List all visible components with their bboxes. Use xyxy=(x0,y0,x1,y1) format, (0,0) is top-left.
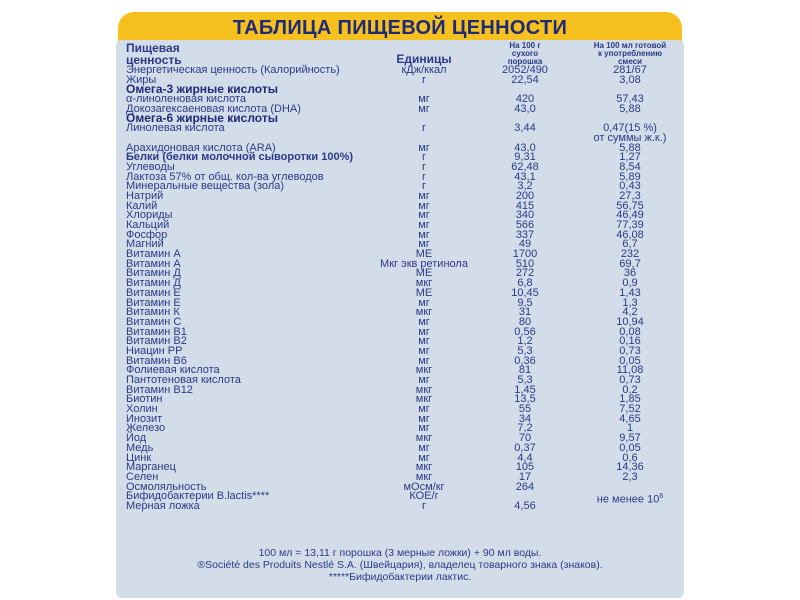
value-per-100g: 5,3 xyxy=(517,344,533,357)
table-row xyxy=(126,434,674,444)
header-dry-line: На 100 г xyxy=(509,41,541,50)
nutrient-name: Селен xyxy=(126,470,159,483)
nutrient-unit: МЕ xyxy=(415,248,433,261)
value-per-100g: 43,0 xyxy=(514,102,536,115)
nutrient-unit: мкг xyxy=(415,393,433,406)
value-per-100g: 55 xyxy=(518,403,532,416)
value-per-100g: 5,3 xyxy=(517,374,533,387)
value-per-100ml-text: 56,75 xyxy=(616,199,644,212)
nutrient-unit: мг xyxy=(418,93,430,106)
value-per-100ml-text: 0,16 xyxy=(619,335,641,348)
header-units: Единицы xyxy=(396,52,452,66)
nutrient-name: Медь xyxy=(126,441,154,454)
value-per-100ml-text: 4,65 xyxy=(619,412,641,425)
nutrient-unit: КОЕ/г xyxy=(409,490,439,503)
nutrition-table xyxy=(126,66,674,512)
nutrient-unit: мг xyxy=(418,335,430,348)
value-per-100ml-text: 36 xyxy=(623,267,637,280)
value-per-100ml-text: 1 xyxy=(626,422,634,435)
value-per-100g: 3,44 xyxy=(514,122,536,135)
value-per-100g: 81 xyxy=(518,364,532,377)
value-per-100ml-text: 0,47(15 %) xyxy=(603,122,657,135)
value-per-100ml-text: 0,08 xyxy=(619,325,641,338)
value-per-100ml-text: 0,6 xyxy=(622,451,638,464)
value-per-100ml-text: 2,3 xyxy=(622,470,638,483)
nutrient-name: Бифидобактерии B.lactis**** xyxy=(126,490,270,503)
value-per-100ml-note: от суммы ж.к.) xyxy=(593,131,667,144)
nutrient-name: Витамин В2 xyxy=(126,335,187,348)
nutrient-unit: мг xyxy=(418,354,430,367)
value-per-100ml-text: 27,3 xyxy=(619,189,641,202)
value-per-100g: 1700 xyxy=(512,248,538,261)
nutrient-unit: мг xyxy=(418,102,430,115)
nutrient-name: Марганец xyxy=(126,461,176,474)
table-row xyxy=(126,286,674,299)
value-per-100ml xyxy=(584,73,676,86)
table-row xyxy=(126,424,674,434)
header-nutrient-line: ценность xyxy=(126,53,182,67)
nutrient-name: Ниацин РР xyxy=(126,344,183,357)
table-row xyxy=(126,240,674,250)
value-per-100ml-text: 46,49 xyxy=(616,209,644,222)
table-row xyxy=(126,337,674,347)
header-dry xyxy=(492,42,558,66)
table-row xyxy=(126,376,674,386)
header-ready-line: к употреблению xyxy=(597,49,663,58)
value-per-100g: 566 xyxy=(515,219,535,232)
nutrient-unit: мг xyxy=(418,141,430,154)
value-per-100g: 337 xyxy=(515,228,535,241)
nutrient-unit: мг xyxy=(418,228,430,241)
value-per-100g: 22,54 xyxy=(511,73,539,86)
nutrient-unit: г xyxy=(421,499,426,512)
nutrient-unit: мкг xyxy=(415,364,433,377)
nutrient-unit: мг xyxy=(418,412,430,425)
value-per-100g: 13,5 xyxy=(514,393,536,406)
value-per-100g: 420 xyxy=(515,93,535,106)
nutrient-unit: г xyxy=(421,160,426,173)
nutrient-unit: мОсм/кг xyxy=(403,480,445,493)
nutrient-name: Осмоляльность xyxy=(126,480,207,493)
nutrient-name: Белки (белки молочной сыворотки 100%) xyxy=(126,151,354,164)
value-per-100g: 9,5 xyxy=(517,296,533,309)
nutrient-name: Витамин Д xyxy=(126,277,181,290)
value-per-100g: 43,1 xyxy=(514,170,536,183)
nutrient-name: Витамин Д xyxy=(126,267,181,280)
nutrient-name: Мерная ложка xyxy=(126,499,200,512)
value-per-100g: 80 xyxy=(518,315,532,328)
value-per-100g: 2052/490 xyxy=(502,64,548,76)
nutrient-unit: кДж/ккал xyxy=(401,64,447,76)
header-nutrient xyxy=(126,42,182,66)
nutrient-unit: мг xyxy=(418,422,430,435)
value-per-100g: 105 xyxy=(515,461,535,474)
value-per-100ml xyxy=(584,102,676,115)
table-row xyxy=(126,124,674,143)
value-per-100ml-text: 9,57 xyxy=(619,432,641,445)
nutrient-name: Пантотеновая кислота xyxy=(126,374,241,387)
table-row xyxy=(126,228,674,241)
table-row xyxy=(126,211,674,221)
table-row xyxy=(126,257,674,270)
value-per-100g: 31 xyxy=(518,306,532,319)
table-row xyxy=(126,441,674,454)
nutrient-name: Витамин Е xyxy=(126,296,181,309)
value-per-100ml xyxy=(584,470,676,483)
table-row xyxy=(126,405,674,415)
value-per-100g: 1,45 xyxy=(514,383,536,396)
value-per-100ml-text: не менее 10 xyxy=(596,493,660,506)
nutrient-unit: г xyxy=(421,151,426,164)
nutrient-name: Омега-3 жирные кислоты xyxy=(126,82,278,97)
nutrient-unit: Мкг экв ретинола xyxy=(380,257,468,270)
value-per-100g: 34 xyxy=(518,412,532,425)
nutrient-name: Лактоза 57% от общ. кол-ва углеводов xyxy=(126,170,324,183)
nutrient-unit: мкг xyxy=(415,432,433,445)
table-row xyxy=(126,221,674,231)
footer-trademark: ®Société des Produits Nestlé S.A. (Швейцария), владелец товарного знака (знаков). xyxy=(197,559,603,571)
value-per-100g: 43,0 xyxy=(514,141,536,154)
header-ready-line: На 100 мл готовой xyxy=(593,41,667,50)
page-title: ТАБЛИЦА ПИЩЕВОЙ ЦЕННОСТИ xyxy=(232,17,568,39)
nutrient-name: Докозагексаеновая кислота (DHA) xyxy=(126,102,301,115)
nutrient-unit: мг xyxy=(418,199,430,212)
header-dry-line: порошка xyxy=(507,57,543,66)
nutrient-unit: МЕ xyxy=(415,267,433,280)
table-row xyxy=(126,451,674,464)
value-per-100ml-text: 14,36 xyxy=(616,461,644,474)
nutrient-name: Железо xyxy=(126,422,166,435)
header-ready xyxy=(584,42,676,66)
nutrient-unit: мкг xyxy=(415,470,433,483)
value-per-100g: 17 xyxy=(518,470,532,483)
footer-note: *****Бифидобактерии лактис. xyxy=(328,571,472,583)
table-row xyxy=(126,308,674,318)
value-per-100ml-text: 0,2 xyxy=(622,383,638,396)
nutrient-name: Холин xyxy=(126,403,158,416)
nutrient-name: Хлориды xyxy=(126,209,173,222)
value-per-100ml-text: 1,43 xyxy=(619,286,641,299)
value-per-100ml-text: 69,7 xyxy=(619,257,641,270)
table-row xyxy=(126,182,674,192)
table-row xyxy=(126,315,674,328)
value-per-100ml-text: 0,73 xyxy=(619,374,641,387)
nutrient-name: Витамин Е xyxy=(126,286,181,299)
value-per-100ml-text: 0,73 xyxy=(619,344,641,357)
value-per-100ml-text: 7,52 xyxy=(619,403,641,416)
value-per-100g: 415 xyxy=(515,199,535,212)
nutrient-unit: мг xyxy=(418,325,430,338)
value-per-100g: 62,48 xyxy=(511,160,539,173)
nutrient-name: Витамин В1 xyxy=(126,325,187,338)
nutrient-name: Жиры xyxy=(126,73,157,86)
value-per-100ml-text: 10,94 xyxy=(616,315,644,328)
table-row xyxy=(126,153,674,163)
nutrient-unit: мг xyxy=(418,315,430,328)
value-per-100g: 272 xyxy=(515,267,535,280)
value-per-100g: 6,8 xyxy=(517,277,533,290)
value-per-100ml-text: 3,08 xyxy=(619,73,641,86)
nutrient-name: Натрий xyxy=(126,189,164,202)
table-row xyxy=(126,325,674,338)
value-per-100ml-text: 6,7 xyxy=(622,238,638,251)
nutrient-name: Витамин В6 xyxy=(126,354,187,367)
nutrient-unit: г xyxy=(421,170,426,183)
nutrient-name: Магний xyxy=(126,238,164,251)
table-row xyxy=(126,470,674,483)
header-nutrient-line: Пищевая xyxy=(126,41,180,55)
nutrient-name: Инозит xyxy=(126,412,163,425)
value-per-100ml-text: 46,08 xyxy=(616,228,644,241)
table-row xyxy=(126,296,674,309)
nutrient-name: Цинк xyxy=(126,451,152,464)
table-row xyxy=(126,383,674,396)
value-per-100ml-text: 0,05 xyxy=(619,354,641,367)
nutrient-unit: мг xyxy=(418,441,430,454)
value-per-100ml-text: 11,08 xyxy=(616,364,644,377)
value-per-100g: 3,2 xyxy=(517,180,533,193)
value-per-100g: 49 xyxy=(518,238,532,251)
nutrient-name: Линолевая кислота xyxy=(126,122,225,135)
nutrient-name: Арахидоновая кислота (ARA) xyxy=(126,141,276,154)
value-per-100ml-text: 1,3 xyxy=(622,296,638,309)
nutrient-unit: мг xyxy=(418,296,430,309)
nutrient-unit: мкг xyxy=(415,277,433,290)
nutrient-unit: мг xyxy=(418,374,430,387)
table-row xyxy=(126,189,674,202)
value-per-100g: 1,2 xyxy=(517,335,533,348)
value-per-100g: 0,56 xyxy=(514,325,536,338)
nutrient-unit: мг xyxy=(418,209,430,222)
nutrient-unit: мг xyxy=(418,344,430,357)
nutrient-name: Витамин С xyxy=(126,315,182,328)
nutrient-unit: г xyxy=(421,122,426,135)
value-per-100ml-text: 1,27 xyxy=(619,151,641,164)
table-row xyxy=(126,395,674,405)
header-ready-line: смеси xyxy=(617,57,643,66)
nutrient-name: Витамин К xyxy=(126,306,180,319)
value-per-100ml-text: 4,2 xyxy=(622,306,638,319)
value-per-100ml-text: 5,89 xyxy=(619,170,641,183)
value-per-100ml-text: 0,9 xyxy=(622,277,638,290)
value-per-100g: 264 xyxy=(515,480,535,493)
value-per-100ml-text: 232 xyxy=(620,248,640,261)
value-per-100g: 510 xyxy=(515,257,535,270)
nutrient-unit: МЕ xyxy=(415,286,433,299)
nutrient-unit: мг xyxy=(418,403,430,416)
table-row xyxy=(126,344,674,357)
value-exponent: 6 xyxy=(659,493,664,501)
footer-preparation: 100 мл = 13,11 г порошка (3 мерные ложки) + 90 мл воды. xyxy=(258,547,542,559)
value-per-100g: 70 xyxy=(518,432,532,445)
value-per-100g: 4,56 xyxy=(514,499,536,512)
value-per-100g: 10,45 xyxy=(511,286,539,299)
value-per-100ml-text: 5,88 xyxy=(619,141,641,154)
nutrient-name: Углеводы xyxy=(126,160,175,173)
nutrient-name: α-линоленовая кислота xyxy=(126,93,247,106)
value-per-100ml-text: 5,88 xyxy=(619,102,641,115)
table-row xyxy=(126,463,674,473)
nutrient-name: Омега-6 жирные кислоты xyxy=(126,111,278,126)
nutrient-name: Фолиевая кислота xyxy=(126,364,220,377)
nutrient-name: Энергетическая ценность (Калорийность) xyxy=(126,64,340,76)
value-per-100g: 0,36 xyxy=(514,354,536,367)
nutrient-name: Калий xyxy=(126,199,158,212)
nutrient-name: Витамин А xyxy=(126,248,181,261)
value-per-100ml-text: 1,85 xyxy=(619,393,641,406)
table-row xyxy=(126,412,674,425)
value-per-100g: 0,37 xyxy=(514,441,536,454)
nutrient-unit: г xyxy=(421,73,426,86)
value-per-100ml-text: 57,43 xyxy=(616,93,644,106)
table-row xyxy=(126,269,674,279)
value-per-100ml-text: 0,05 xyxy=(619,441,641,454)
table-row xyxy=(126,66,674,76)
nutrient-name: Витамин А xyxy=(126,257,181,270)
nutrient-name: Фосфор xyxy=(126,228,168,241)
value-per-100g: 9,31 xyxy=(514,151,536,164)
nutrient-unit: мкг xyxy=(415,306,433,319)
nutrient-name: Биотин xyxy=(126,393,163,406)
nutrient-unit: мг xyxy=(418,238,430,251)
nutrient-name: Минеральные вещества (зола) xyxy=(126,180,285,193)
value-per-100g: 4,4 xyxy=(517,451,533,464)
value-per-100g: 7,2 xyxy=(517,422,533,435)
nutrient-unit: г xyxy=(421,180,426,193)
nutrient-unit: мкг xyxy=(415,461,433,474)
table-row xyxy=(126,199,674,212)
value-per-100g: 200 xyxy=(515,189,535,202)
nutrient-unit: мг xyxy=(418,189,430,202)
nutrient-unit: мг xyxy=(418,219,430,232)
value-per-100ml-text: 8,54 xyxy=(619,160,641,173)
value-per-100ml-text: 281/67 xyxy=(613,64,647,76)
nutrient-unit: мкг xyxy=(415,383,433,396)
value-per-100ml-text: 77,39 xyxy=(616,219,644,232)
value-per-100g: 340 xyxy=(515,209,535,222)
nutrient-unit: мг xyxy=(418,451,430,464)
nutrient-name: Йод xyxy=(126,432,147,445)
header-dry-line: сухого xyxy=(511,49,539,58)
nutrient-name: Кальций xyxy=(126,219,170,232)
nutrient-name: Витамин В12 xyxy=(126,383,193,396)
table-row xyxy=(126,279,674,289)
value-per-100ml-text: 0,43 xyxy=(619,180,641,193)
